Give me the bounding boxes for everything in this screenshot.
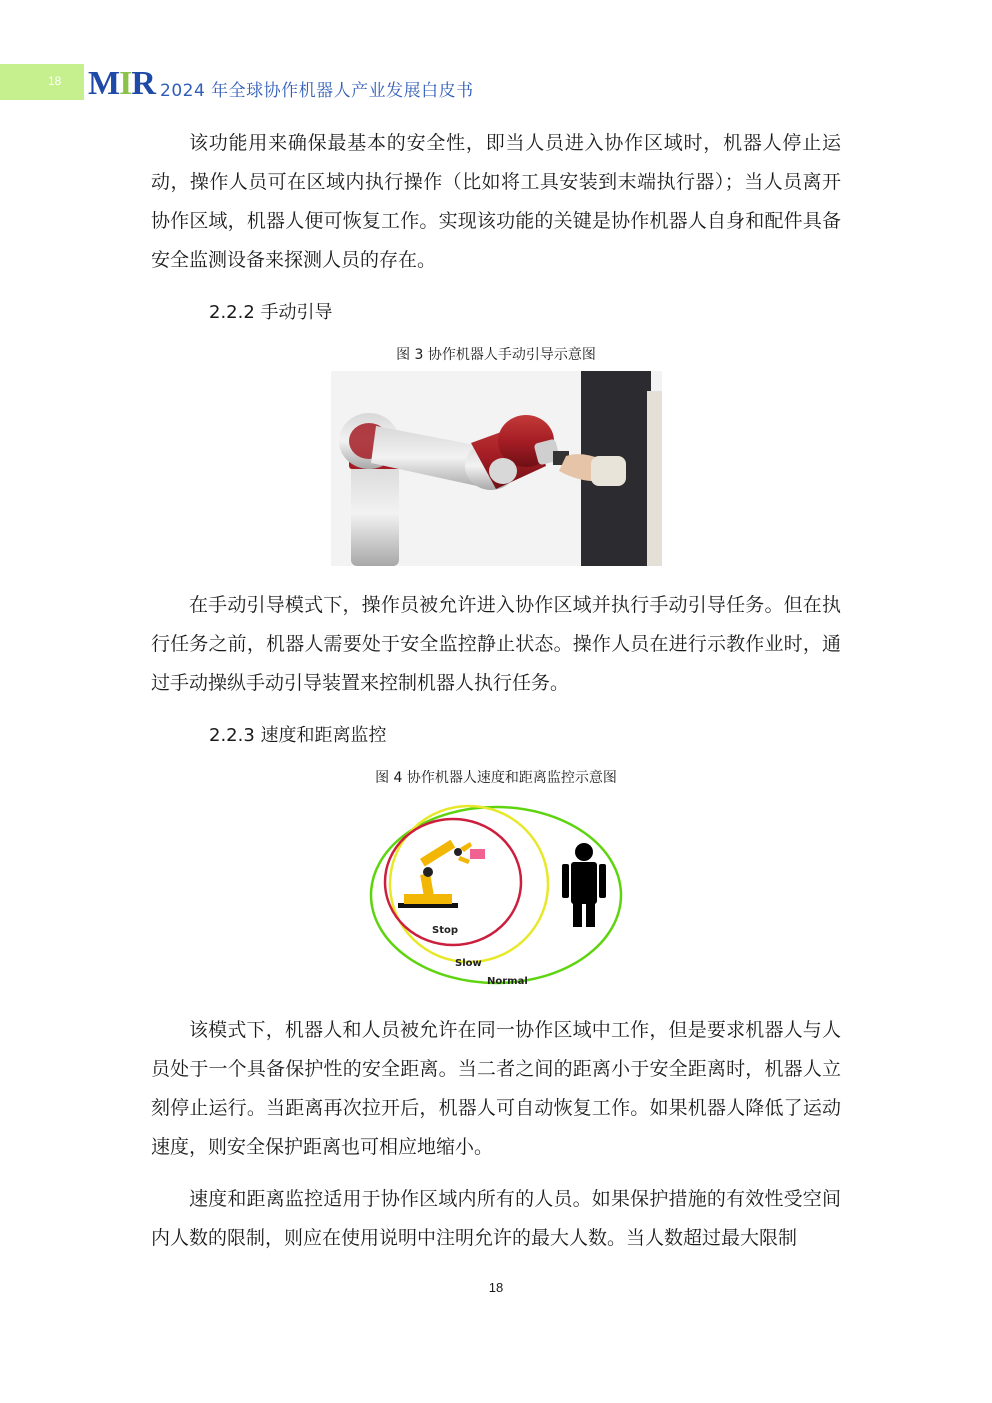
page-tab xyxy=(0,64,84,100)
slow-label: Slow xyxy=(455,958,482,969)
paragraph-manual-guidance: 在手动引导模式下，操作员被允许进入协作区域并执行手动引导任务。但在执行任务之前，机器人需要处于安全监控静止状态。操作人员在进行示教作业时，通过手动操纵手动引导装置来控制机器人执行任务。 xyxy=(151,594,841,694)
paragraph-speed-distance-scope: 速度和距离监控适用于协作区域内所有的人员。如果保护措施的有效性受空间内人数的限制，则应在使用说明中注明允许的最大人数。当人数超过最大限制 xyxy=(151,1188,841,1249)
paragraph-stop-function: 该功能用来确保最基本的安全性，即当人员进入协作区域时，机器人停止运动，操作人员可在区域内执行操作（比如将工具安装到末端执行器）；当人员离开协作区域，机器人便可恢复工作。实现该功能的关键是协作机器人自身和配件具备安全监测设备来探测人员的存在。 xyxy=(151,132,841,271)
speed-distance-diagram xyxy=(366,802,628,988)
figure-3-caption: 图 3 协作机器人手动引导示意图 xyxy=(396,347,596,363)
stop-label: Stop xyxy=(432,925,459,936)
section-heading-manual-guidance: 2.2.2 手动引导 xyxy=(209,302,333,323)
page-tab-number: 18 xyxy=(48,74,62,88)
paragraph-speed-distance-mode: 该模式下，机器人和人员被允许在同一协作区域中工作，但是要求机器人与人员处于一个具备保护性的安全距离。当二者之间的距离小于安全距离时，机器人立刻停止运行。当距离再次拉开后，机器人可自动恢复工作。如果机器人降低了运动速度，则安全保护距离也可相应地缩小。 xyxy=(151,1019,841,1158)
manual-guidance-photo xyxy=(331,371,662,566)
figure-4-caption: 图 4 协作机器人速度和距离监控示意图 xyxy=(375,770,617,786)
section-heading-speed-distance: 2.2.3 速度和距离监控 xyxy=(209,725,387,746)
normal-label: Normal xyxy=(487,976,528,987)
document-title: 2024 年全球协作机器人产业发展白皮书 xyxy=(160,81,474,101)
page-number: 18 xyxy=(488,1280,504,1295)
mir-logo: MIR xyxy=(88,65,155,102)
